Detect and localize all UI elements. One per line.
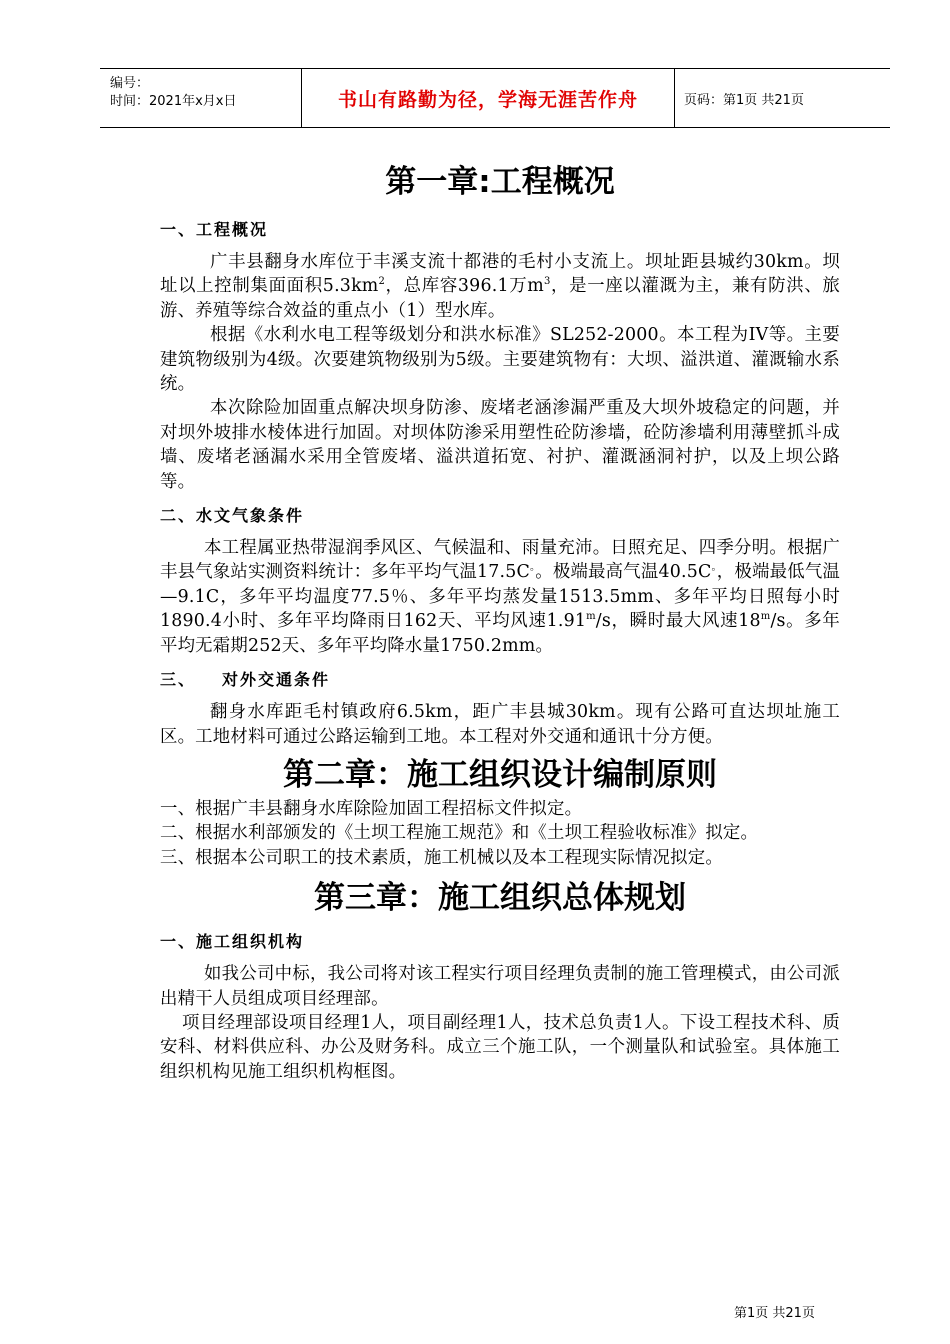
chapter3-section1-paragraph2: 项目经理部设项目经理1人，项目副经理1人，技术总负责1人。下设工程技术科、质安科、材料供应科、办公及财务科。成立三个施工队，一个测量队和试验室。具体施工组织机构见施工组织机构框图。 [160,1012,840,1082]
list-item: 一、根据广丰县翻身水库除险加固工程招标文件拟定。 [160,798,583,819]
chapter1-section3-paragraph1: 翻身水库距毛村镇政府6.5km，距广丰县城30km。现有公路可直达坝址施工区。工地材料可通过公路运输到工地。本工程对外交通和通讯十分方便。 [160,702,840,747]
chapter1-title: 第一章:工程概况 [385,164,615,200]
document-number-label: 编号： [110,76,150,91]
chapter3-section1-paragraph1: 如我公司中标，我公司将对该工程实行项目经理负责制的施工管理模式，由公司派出精干人员组成项目经理部。 [160,964,840,1009]
list-item: 三、根据本公司职工的技术素质，施工机械以及本工程现实际情况拟定。 [160,847,723,868]
chapter3-title: 第三章：施工组织总体规划 [314,880,686,917]
header-motto: 书山有路勤为径，学海无涯苦作舟 [337,88,638,111]
chapter1-section1-paragraph3: 本次除险加固重点解决坝身防渗、废堵老涵渗漏严重及大坝外坡稳定的问题，并对坝外坡排水棱体进行加固。对坝体防渗采用塑性砼防渗墙，砼防渗墙利用薄壁抓斗成墙、废堵老涵漏水采用全管废堵、溢洪道拓宽、衬护、灌溉涵洞衬护，以及上坝公路等。 [160,398,840,492]
chapter1-section1 [160,218,840,494]
chapter1-section1-paragraph1: 广丰县翻身水库位于丰溪支流十都港的毛村小支流上。坝址距县城约30km。坝址以上控制集面面积$5.3km^2$，总库容396.1万$m^3$，是一座以灌溉为主，兼有防洪、旅游、养殖等综合效益的重点小（1）型水库。 [160,252,840,321]
list-item: 二、根据水利部颁发的《土坝工程施工规范》和《土坝工程验收标准》拟定。 [160,823,759,844]
header-page-label: 页码：第1页 共21页 [684,92,804,108]
chapter3-section1 [160,930,840,1084]
chapter1-section3 [160,668,840,749]
chapter1-section1-heading: 一、工程概况 [160,220,269,239]
chapter2-title: 第二章：施工组织设计编制原则 [283,756,717,793]
document-time-label: 时间：2021年x月x日 [110,94,237,109]
chapter1-section1-paragraph2: 根据《水利水电工程等级划分和洪水标准》SL252-2000。本工程为IV等。主要建筑物级别为4级。次要建筑物级别为5级。主要建筑物有：大坝、溢洪道、灌溉输水系统。 [160,325,840,395]
page-header [100,68,890,128]
page-footer: 第1页 共21页 [734,1306,815,1321]
chapter1-section2-heading: 二、水文气象条件 [160,506,305,526]
chapter1-section2 [160,504,840,658]
chapter1-section3-heading: 三、 对外交通条件 [160,670,331,690]
chapter2-principles-list [160,797,840,870]
header-meta-cell [100,69,302,127]
chapter3-section1-heading: 一、施工组织机构 [160,932,305,952]
header-motto-cell [302,69,675,127]
document-body [160,150,840,1084]
header-page-cell [675,69,890,127]
chapter1-section2-paragraph1: 本工程属亚热带湿润季风区、气候温和、雨量充沛。日照充足、四季分明。根据广丰县气象站实测资料统计：多年平均气温17.5C。。极端最高气温40.5C。，极端最低气温—9.1C，多年平均温度77.5％、多年平均蒸发量1513.5mm、多年平均日照每小时1890.4小时、多年平均降雨日162天、平均风速1.91$^m$/s，瞬时最大风速18$^m$/s。多年平均无霜期252天、多年平均降水量1750.2mm。 [160,538,841,656]
